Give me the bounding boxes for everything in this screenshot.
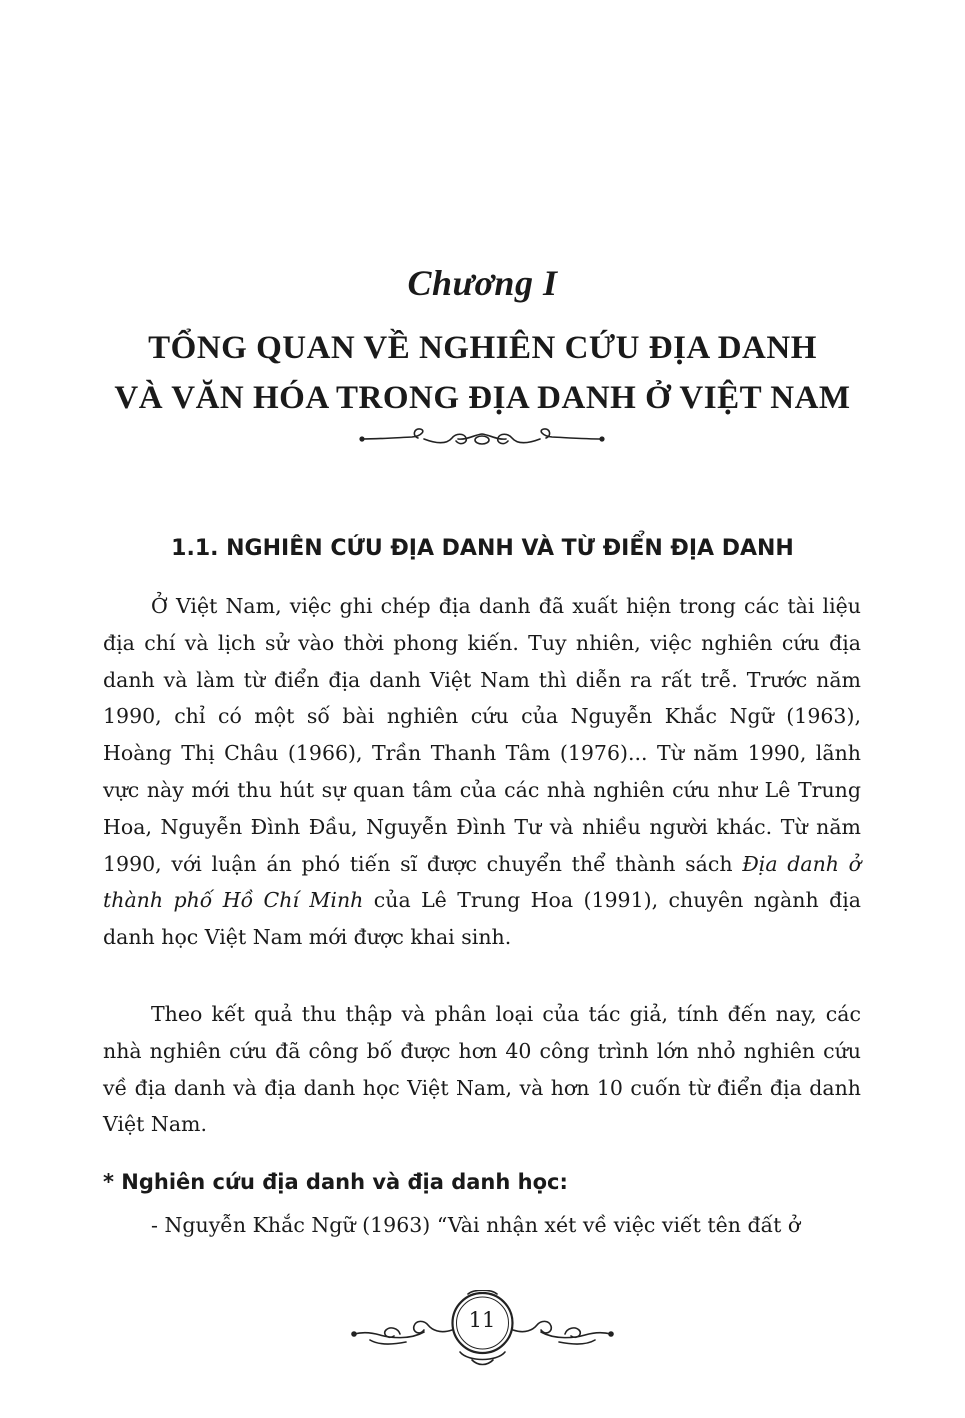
chapter-title-line-1: TỔNG QUAN VỀ NGHIÊN CỨU ĐỊA DANH — [148, 330, 817, 366]
chapter-label: Chương I — [407, 263, 558, 303]
para1-text-end: của Lê Trung Hoa (1991), chuyên ngành địa danh học Việt Nam mới được khai sinh. — [103, 888, 861, 950]
para2-text: Theo kết quả thu thập và phân loại của tác giả, tính đến nay, các nhà nghiên cứu đã công bố được hơn 40 công trình lớn nhỏ nghiên cứu về địa danh và địa danh học Việt Nam, và hơn 10 cuốn từ điển địa danh Việt Nam. — [103, 1002, 861, 1137]
subheading: * Nghiên cứu địa danh và địa danh học: — [103, 1170, 568, 1194]
page-number: 11 — [468, 1308, 496, 1332]
para1-text-start: Ở Việt Nam, việc ghi chép địa danh đã xuất hiện trong các tài liệu địa chí và lịch sử vào thời phong kiến. Tuy nhiên, việc nghiên cứu địa danh và làm từ điển địa danh Việt Nam thì diễn ra rất trễ. Trước năm 1990, chỉ có một số bài nghiên cứu của Nguyễn Khắc Ngữ (1963), Hoàng Thị Châu (1966), Trần Thanh Tâm (1976)... Từ năm 1990, lãnh vực này mới thu hút sự quan tâm của các nhà nghiên cứu như Lê Trung Hoa, Nguyễn Đình Đầu, Nguyễn Đình Tư và nhiều người khác. Từ năm 1990, với luận án phó tiến sĩ được chuyển thể thành sách — [103, 594, 861, 876]
chapter-title-line-2: VÀ VĂN HÓA TRONG ĐỊA DANH Ở VIỆT NAM — [114, 380, 851, 416]
title-divider-ornament — [352, 424, 612, 454]
book-title-italic: Địa danh ở thành phố Hồ Chí Minh — [103, 851, 862, 913]
body-paragraph-2 — [103, 996, 861, 1143]
section-heading: 1.1. NGHIÊN CỨU ĐỊA DANH VÀ TỪ ĐIỂN ĐỊA DANH — [171, 536, 794, 561]
body-paragraph-1 — [103, 588, 861, 956]
list-item: - Nguyễn Khắc Ngữ (1963) “Vài nhận xét về việc viết tên đất ở — [151, 1213, 801, 1237]
